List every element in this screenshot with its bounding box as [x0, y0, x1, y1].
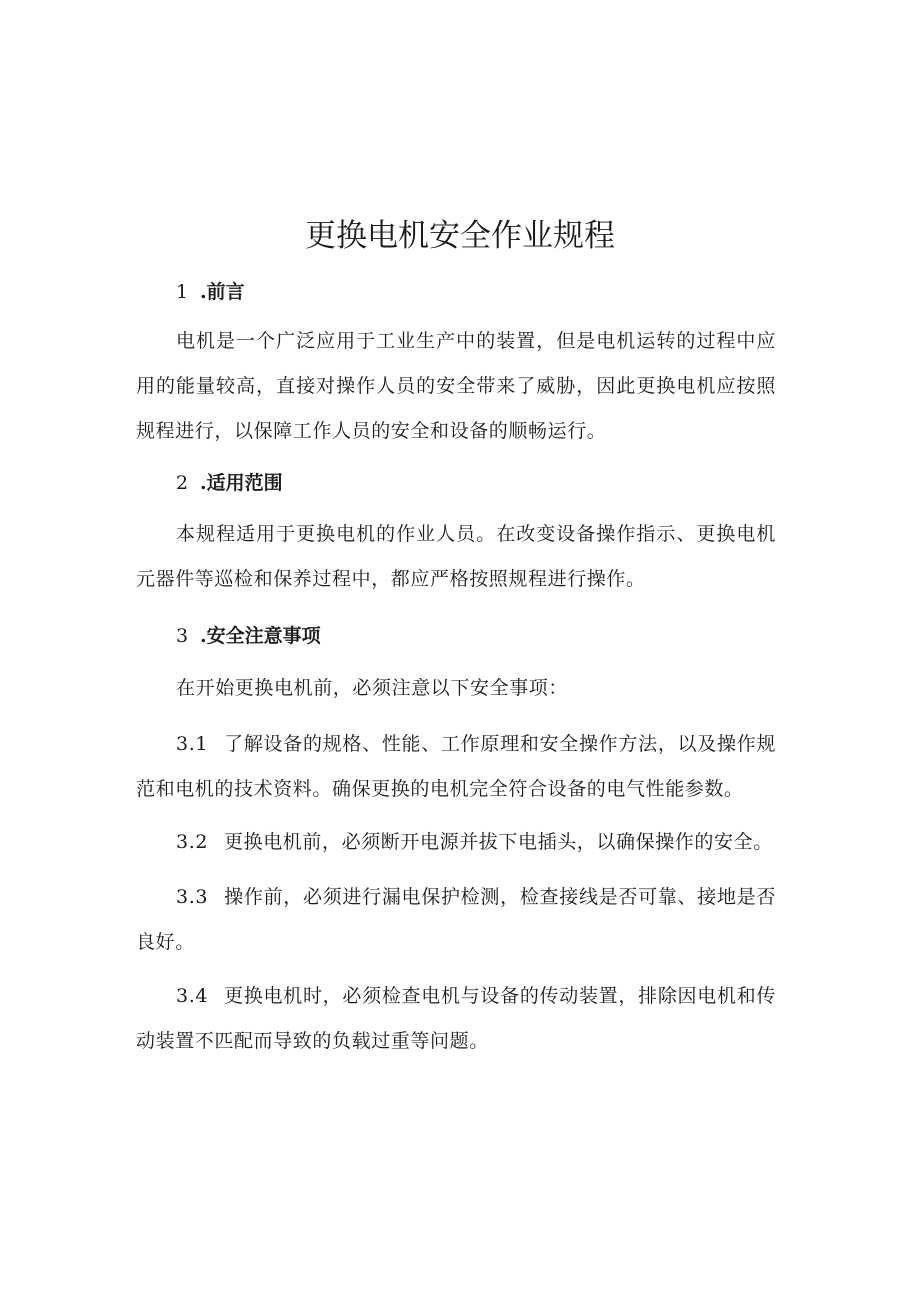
item-3-2 [136, 820, 776, 865]
section-3-heading [176, 622, 321, 650]
item-3-4-number: 3.4 [176, 985, 209, 1007]
item-3-3 [136, 875, 776, 965]
item-3-4-text: 更换电机时，必须检查电机与设备的传动装置，排除因电机和传动装置不匹配而导致的负载过重等问题。 [136, 985, 776, 1052]
section-2-heading [176, 469, 283, 497]
section-2-number: 2 [176, 472, 189, 494]
item-3-1-number: 3.1 [176, 733, 209, 755]
section-1-title: .前言 [200, 281, 245, 303]
section-3-intro: 在开始更换电机前，必须注意以下安全事项： [176, 677, 569, 699]
item-3-3-number: 3.3 [176, 886, 209, 908]
item-3-3-text: 操作前，必须进行漏电保护检测，检查接线是否可靠、接地是否良好。 [136, 886, 776, 953]
section-1-number: 1 [176, 281, 189, 303]
section-3-title: .安全注意事项 [200, 625, 321, 647]
item-3-1-text: 了解设备的规格、性能、工作原理和安全操作方法，以及操作规范和电机的技术资料。确保更换的电机完全符合设备的电气性能参数。 [136, 733, 776, 800]
section-1-heading [176, 278, 245, 306]
item-3-2-number: 3.2 [176, 831, 209, 853]
section-2-paragraph: 本规程适用于更换电机的作业人员。在改变设备操作指示、更换电机元器件等巡检和保养过程中，都应严格按照规程进行操作。 [136, 523, 776, 590]
item-3-2-text: 更换电机前，必须断开电源并拔下电插头，以确保操作的安全。 [224, 831, 773, 853]
item-3-1 [136, 722, 776, 812]
item-3-4 [136, 974, 776, 1064]
document-title: 更换电机安全作业规程 [305, 218, 615, 254]
section-2-title: .适用范围 [200, 472, 283, 494]
section-1-paragraph: 电机是一个广泛应用于工业生产中的装置，但是电机运转的过程中应用的能量较高，直接对操作人员的安全带来了威胁，因此更换电机应按照规程进行，以保障工作人员的安全和设备的顺畅运行。 [136, 330, 776, 442]
section-3-number: 3 [176, 625, 189, 647]
